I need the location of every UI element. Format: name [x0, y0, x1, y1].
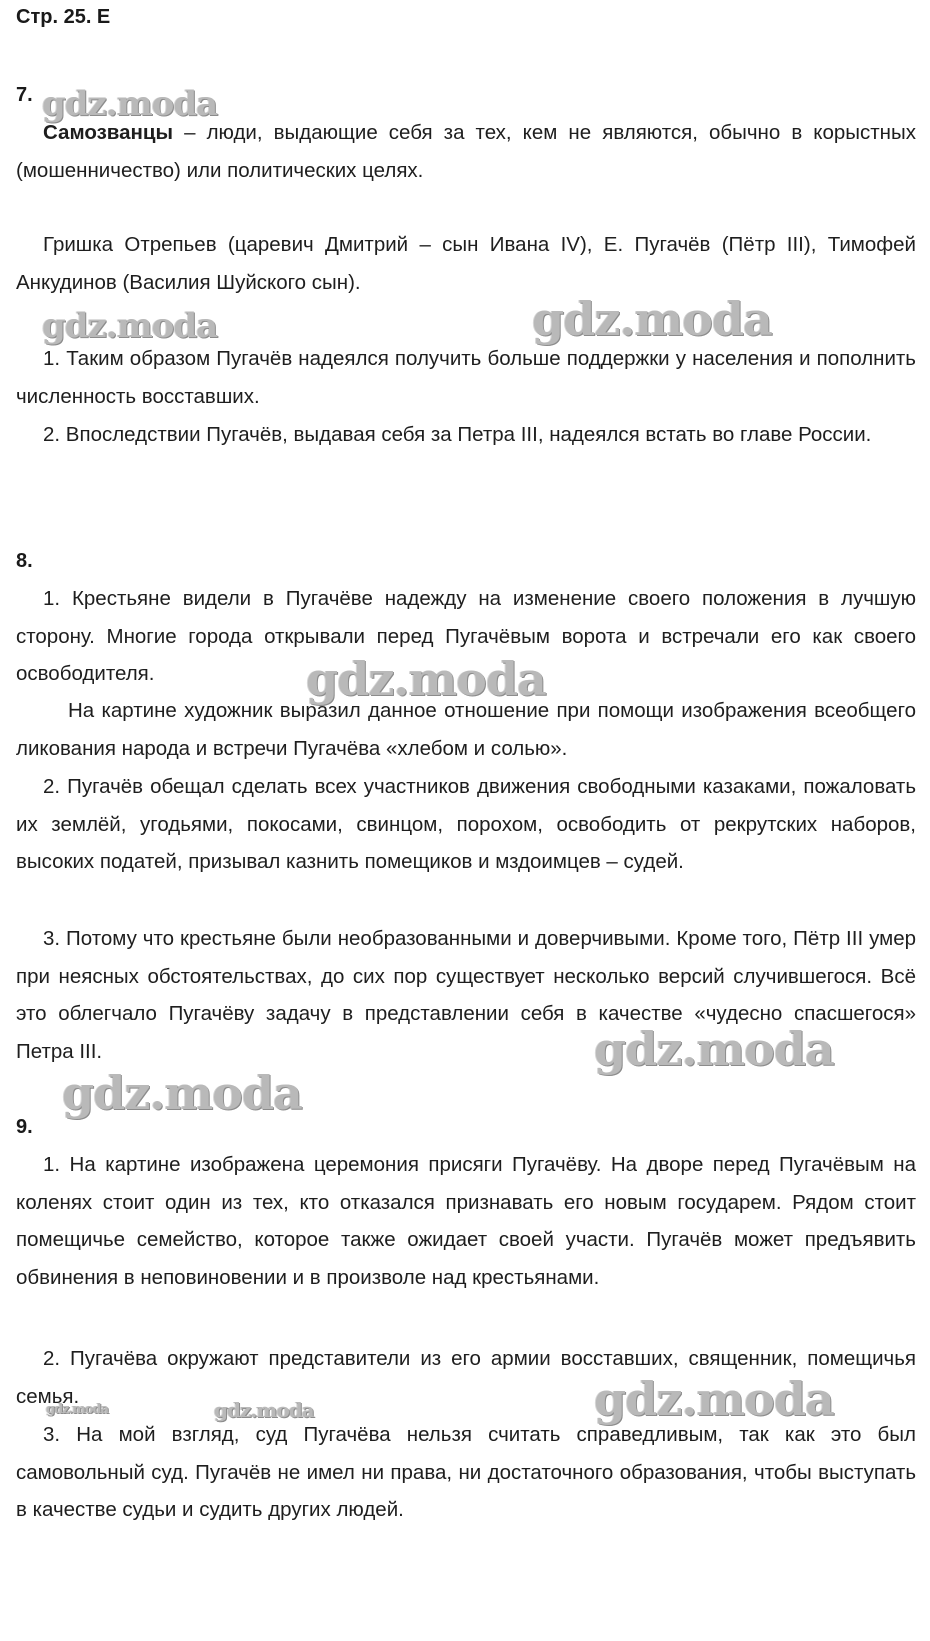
watermark: gdz.moda: [42, 306, 218, 346]
section-number-8: 8.: [16, 550, 33, 572]
paragraph: Гришка Отрепьев (царевич Дмитрий – сын Ивана IV), Е. Пугачёв (Пётр III), Тимофей Анкудинов (Василия Шуйского сын).: [16, 233, 916, 294]
section-number-7: 7.: [16, 84, 33, 106]
paragraph: [16, 114, 916, 189]
paragraph: 1. Таким образом Пугачёв надеялся получить больше поддержки у населения и пополнить численность восставших.: [16, 347, 916, 408]
paragraph: 3. Потому что крестьяне были необразованными и доверчивыми. Кроме того, Пётр III умер при неясных обстоятельствах, до сих пор существует несколько версий случившегося. Всё это облегчало Пугачёву задачу в представлении себя в качестве «чудесно спасшегося» Петра III.: [16, 927, 916, 1063]
document-page: [16, 0, 916, 1641]
paragraph: 3. На мой взгляд, суд Пугачёва нельзя считать справедливым, так как это был самовольный суд. Пугачёв не имел ни права, ни достаточного образования, чтобы выступать в качестве судьи и судить других людей.: [16, 1423, 916, 1521]
page-header: Стр. 25. Е: [16, 6, 111, 28]
term-samozvantsy: Самозванцы: [43, 121, 174, 144]
paragraph: 1. Крестьяне видели в Пугачёве надежду на изменение своего положения в лучшую сторону. Многие города открывали перед Пугачёвым ворота и встречали его как своего освободителя.: [16, 587, 916, 685]
watermark: gdz.moda: [46, 1402, 109, 1417]
paragraph: На картине художник выразил данное отношение при помощи изображения всеобщего ликования народа и встречи Пугачёва «хлебом и солью».: [16, 699, 916, 760]
paragraph: 2. Пугачёва окружают представители из его армии восставших, священник, помещичья семья.: [16, 1347, 916, 1408]
section-number-9: 9.: [16, 1116, 33, 1138]
paragraph: 2. Впоследствии Пугачёв, выдавая себя за Петра III, надеялся встать во главе России.: [43, 423, 872, 446]
paragraph: 2. Пугачёв обещал сделать всех участников движения свободными казаками, пожаловать их землёй, угодьями, покосами, свинцом, порохом, освободить от рекрутских наборов, высоких податей, призывал казнить помещиков и мздоимцев – судей.: [16, 775, 916, 873]
definition-text: – люди, выдающие себя за тех, кем не являются, обычно в корыстных (мошенничество) или политических целях.: [16, 121, 916, 182]
watermark: gdz.moda: [62, 1066, 302, 1120]
watermark: gdz.moda: [594, 1372, 834, 1426]
watermark: gdz.moda: [306, 652, 546, 706]
watermark: gdz.moda: [594, 1022, 834, 1076]
watermark: gdz.moda: [532, 292, 772, 346]
watermark: gdz.moda: [214, 1398, 314, 1422]
watermark: gdz.moda: [42, 84, 218, 124]
paragraph: 1. На картине изображена церемония присяги Пугачёву. На дворе перед Пугачёвым на коленях стоит один из тех, кто отказался признавать его новым государем. Рядом стоит помещичье семейство, которое также ожидает своей участи. Пугачёв может предъявить обвинения в неповиновении и в произволе над крестьянами.: [16, 1153, 916, 1289]
